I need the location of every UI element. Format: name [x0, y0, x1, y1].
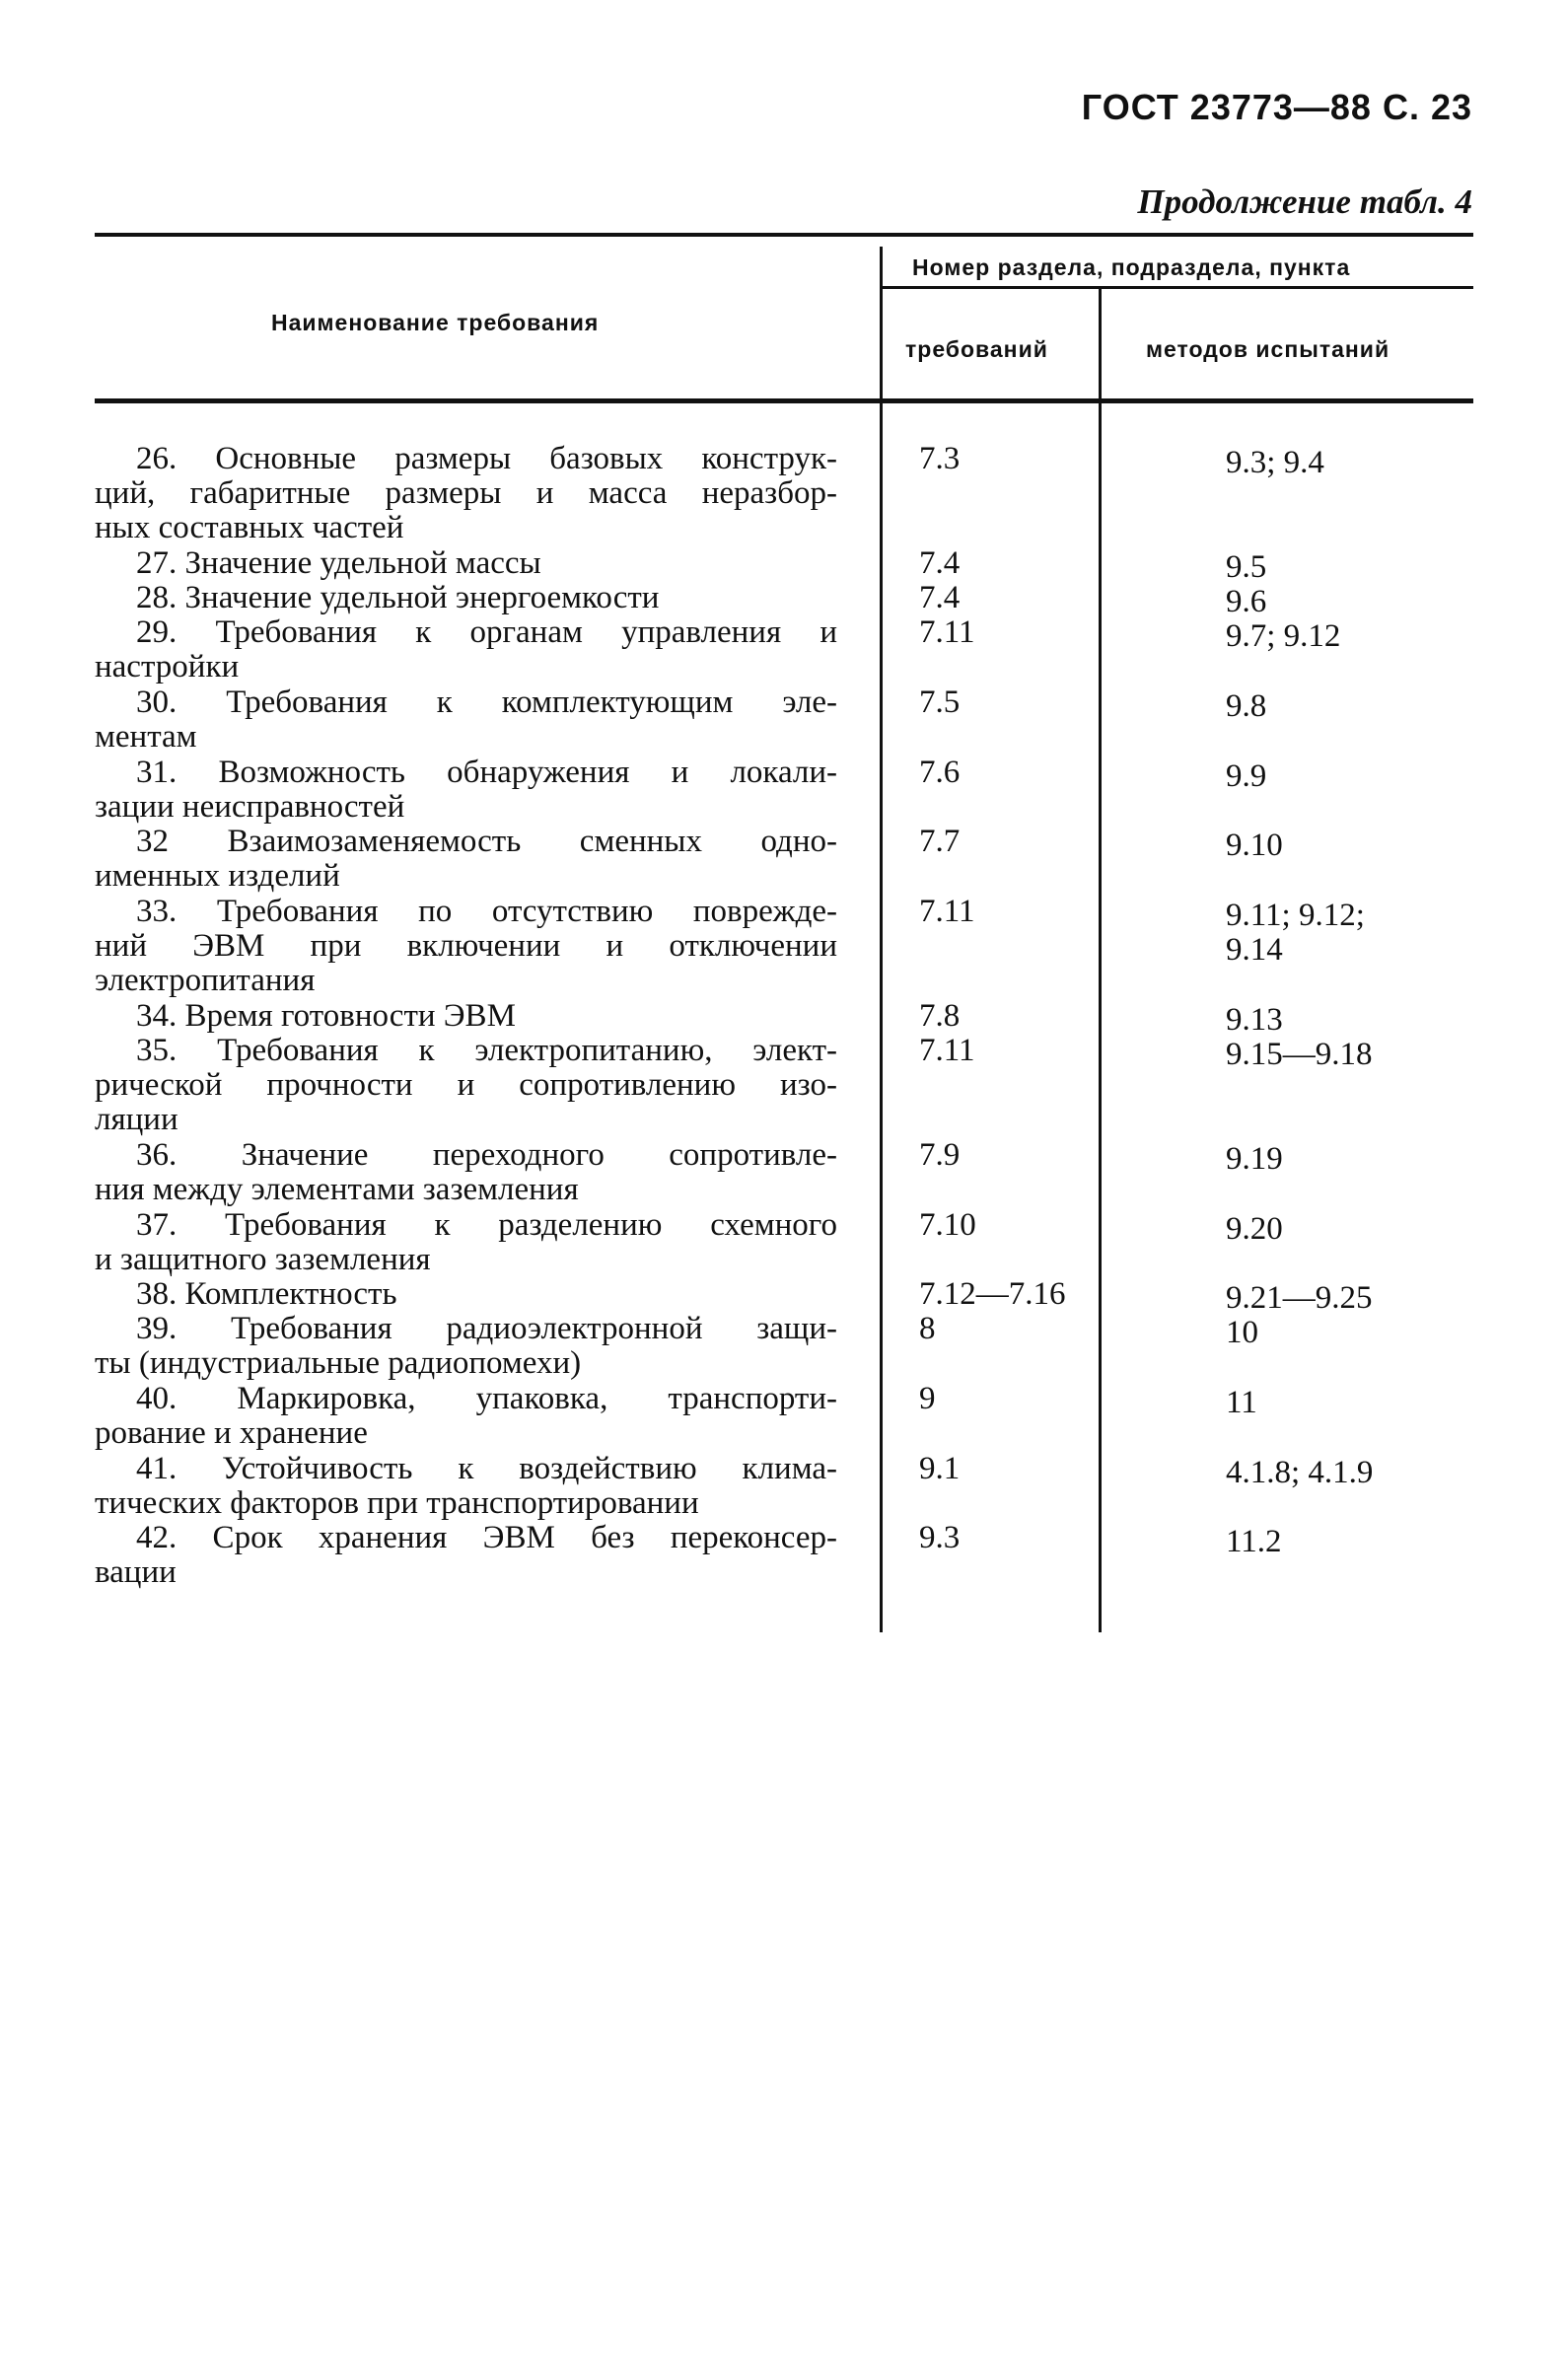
- requirement-name-line: рование и хранение: [95, 1415, 368, 1451]
- requirement-name: [95, 1312, 837, 1381]
- header-test-methods: методов испытаний: [1146, 336, 1390, 362]
- test-methods-line: 9.7; 9.12: [1226, 618, 1341, 654]
- header-section-number-group: Номер раздела, подраздела, пункта: [912, 254, 1351, 280]
- requirement-name-line: 34. Время готовности ЭВМ: [136, 998, 516, 1034]
- requirement-name-line: именных изделий: [95, 858, 340, 894]
- requirement-name: [95, 615, 837, 684]
- test-methods-line: 9.14: [1226, 932, 1283, 968]
- requirements-section-cell: 7.11: [919, 614, 975, 650]
- requirements-section-cell: 9.3: [919, 1520, 961, 1555]
- requirement-name-line: 37. Требования к разделению схемного: [136, 1207, 837, 1243]
- requirement-name: [95, 1521, 837, 1590]
- column-divider-left: [880, 247, 883, 1632]
- test-methods-cell: [1226, 1525, 1282, 1559]
- requirement-name-line: рической прочности и сопротивлению изо-: [95, 1067, 837, 1103]
- requirements-section-cell: 9.1: [919, 1451, 961, 1486]
- requirement-name: [95, 442, 837, 545]
- test-methods-line: 9.15—9.18: [1226, 1037, 1373, 1072]
- test-methods-cell: [1226, 446, 1324, 480]
- test-methods-cell: [1226, 1281, 1373, 1316]
- requirement-name-line: 31. Возможность обнаружения и локали-: [136, 755, 837, 790]
- requirement-name: [95, 756, 837, 825]
- requirement-name-line: 41. Устойчивость к воздействию клима-: [136, 1451, 837, 1486]
- requirement-name-line: зации неисправностей: [95, 789, 405, 825]
- table-top-rule: [95, 233, 1473, 237]
- requirement-name-line: ментам: [95, 719, 197, 755]
- requirements-section-cell: 9: [919, 1381, 936, 1416]
- requirement-name-line: 33. Требования по отсутствию поврежде-: [136, 894, 837, 929]
- requirement-name-line: ния между элементами заземления: [95, 1172, 579, 1207]
- requirement-name-line: 39. Требования радиоэлектронной защи-: [136, 1311, 837, 1346]
- test-methods-cell: [1226, 828, 1283, 863]
- requirements-section-cell: 7.7: [919, 824, 961, 859]
- requirements-section-cell: 7.5: [919, 684, 961, 720]
- test-methods-cell: [1226, 550, 1266, 585]
- requirements-section-cell: 7.12—7.16: [919, 1276, 1066, 1312]
- group-header-rule: [881, 286, 1473, 289]
- requirement-name: [95, 685, 837, 755]
- requirement-name-line: настройки: [95, 649, 240, 684]
- test-methods-cell: [1226, 619, 1340, 654]
- page-header: ГОСТ 23773—88 С. 23: [1081, 87, 1472, 127]
- requirement-name-line: 26. Основные размеры базовых конструк-: [136, 441, 837, 476]
- requirement-name: [95, 1138, 837, 1207]
- requirements-section-cell: 7.4: [919, 580, 961, 615]
- requirement-name-line: ты (индустриальные радиопомехи): [95, 1345, 582, 1381]
- requirement-name-line: 30. Требования к комплектующим эле-: [136, 684, 837, 720]
- test-methods-cell: [1226, 1316, 1258, 1350]
- test-methods-line: 9.8: [1226, 688, 1267, 724]
- requirement-name-line: электропитания: [95, 963, 316, 998]
- test-methods-cell: [1226, 1038, 1373, 1072]
- test-methods-line: 9.5: [1226, 549, 1267, 585]
- header-requirements: требований: [905, 336, 1048, 362]
- requirement-name: [95, 825, 837, 894]
- requirement-name-line: 27. Значение удельной массы: [136, 545, 541, 581]
- requirements-section-cell: 7.8: [919, 998, 961, 1034]
- test-methods-line: 9.9: [1226, 758, 1267, 794]
- test-methods-line: 9.13: [1226, 1002, 1283, 1038]
- column-divider-right: [1099, 288, 1102, 1632]
- test-methods-cell: [1226, 1456, 1373, 1490]
- requirements-section-cell: 7.10: [919, 1207, 976, 1243]
- test-methods-line: 9.6: [1226, 584, 1267, 619]
- requirement-name-line: ных составных частей: [95, 510, 404, 545]
- requirement-name-line: 42. Срок хранения ЭВМ без переконсер-: [136, 1520, 837, 1555]
- requirement-name-line: 32 Взаимозаменяемость сменных одно-: [136, 824, 837, 859]
- test-methods-line: 11: [1226, 1385, 1257, 1420]
- requirements-section-cell: 8: [919, 1311, 936, 1346]
- requirements-section-cell: 7.3: [919, 441, 961, 476]
- requirements-section-cell: 7.9: [919, 1137, 961, 1173]
- test-methods-line: 9.10: [1226, 828, 1283, 863]
- test-methods-cell: [1226, 759, 1266, 794]
- requirement-name-line: 28. Значение удельной энергоемкости: [136, 580, 660, 615]
- requirement-name-line: 36. Значение переходного сопротивле-: [136, 1137, 837, 1173]
- test-methods-line: 10: [1226, 1315, 1258, 1350]
- requirement-name-line: вации: [95, 1554, 177, 1590]
- test-methods-line: 9.3; 9.4: [1226, 445, 1324, 480]
- requirement-name: [95, 1452, 837, 1521]
- requirement-name-line: тических факторов при транспортировании: [95, 1485, 699, 1521]
- requirement-name: [95, 1034, 837, 1137]
- test-methods-cell: [1226, 1386, 1257, 1420]
- requirement-name-line: 40. Маркировка, упаковка, транспорти-: [136, 1381, 837, 1416]
- requirement-name-line: ций, габаритные размеры и масса неразбор-: [95, 475, 837, 511]
- requirement-name: [95, 1382, 837, 1451]
- requirement-name: [95, 1277, 837, 1312]
- test-methods-cell: [1226, 899, 1365, 968]
- test-methods-cell: [1226, 585, 1266, 619]
- requirements-section-cell: 7.6: [919, 755, 961, 790]
- requirement-name: [95, 546, 837, 581]
- test-methods-cell: [1226, 689, 1266, 724]
- requirement-name: [95, 1208, 837, 1277]
- test-methods-cell: [1226, 1142, 1283, 1177]
- test-methods-cell: [1226, 1212, 1283, 1247]
- test-methods-line: 9.21—9.25: [1226, 1280, 1373, 1316]
- requirement-name-line: 38. Комплектность: [136, 1276, 397, 1312]
- requirement-name-line: 29. Требования к органам управления и: [136, 614, 837, 650]
- test-methods-line: 9.20: [1226, 1211, 1283, 1247]
- test-methods-line: 11.2: [1226, 1524, 1282, 1559]
- test-methods-line: 4.1.8; 4.1.9: [1226, 1455, 1374, 1490]
- requirement-name: [95, 999, 837, 1034]
- requirement-name: [95, 581, 837, 615]
- requirements-section-cell: 7.4: [919, 545, 961, 581]
- requirement-name-line: ляции: [95, 1102, 178, 1137]
- requirement-name-line: 35. Требования к электропитанию, элект-: [136, 1033, 837, 1068]
- requirement-name-line: ний ЭВМ при включении и отключении: [95, 928, 837, 964]
- requirements-section-cell: 7.11: [919, 894, 975, 929]
- test-methods-line: 9.19: [1226, 1141, 1283, 1177]
- requirements-section-cell: 7.11: [919, 1033, 975, 1068]
- requirement-name-line: и защитного заземления: [95, 1242, 431, 1277]
- header-requirement-name: Наименование требования: [271, 310, 600, 335]
- header-bottom-rule: [95, 398, 1473, 403]
- test-methods-cell: [1226, 1003, 1283, 1038]
- test-methods-line: 9.11; 9.12;: [1226, 898, 1365, 933]
- table-continuation-label: Продолжение табл. 4: [1137, 182, 1472, 221]
- requirement-name: [95, 895, 837, 998]
